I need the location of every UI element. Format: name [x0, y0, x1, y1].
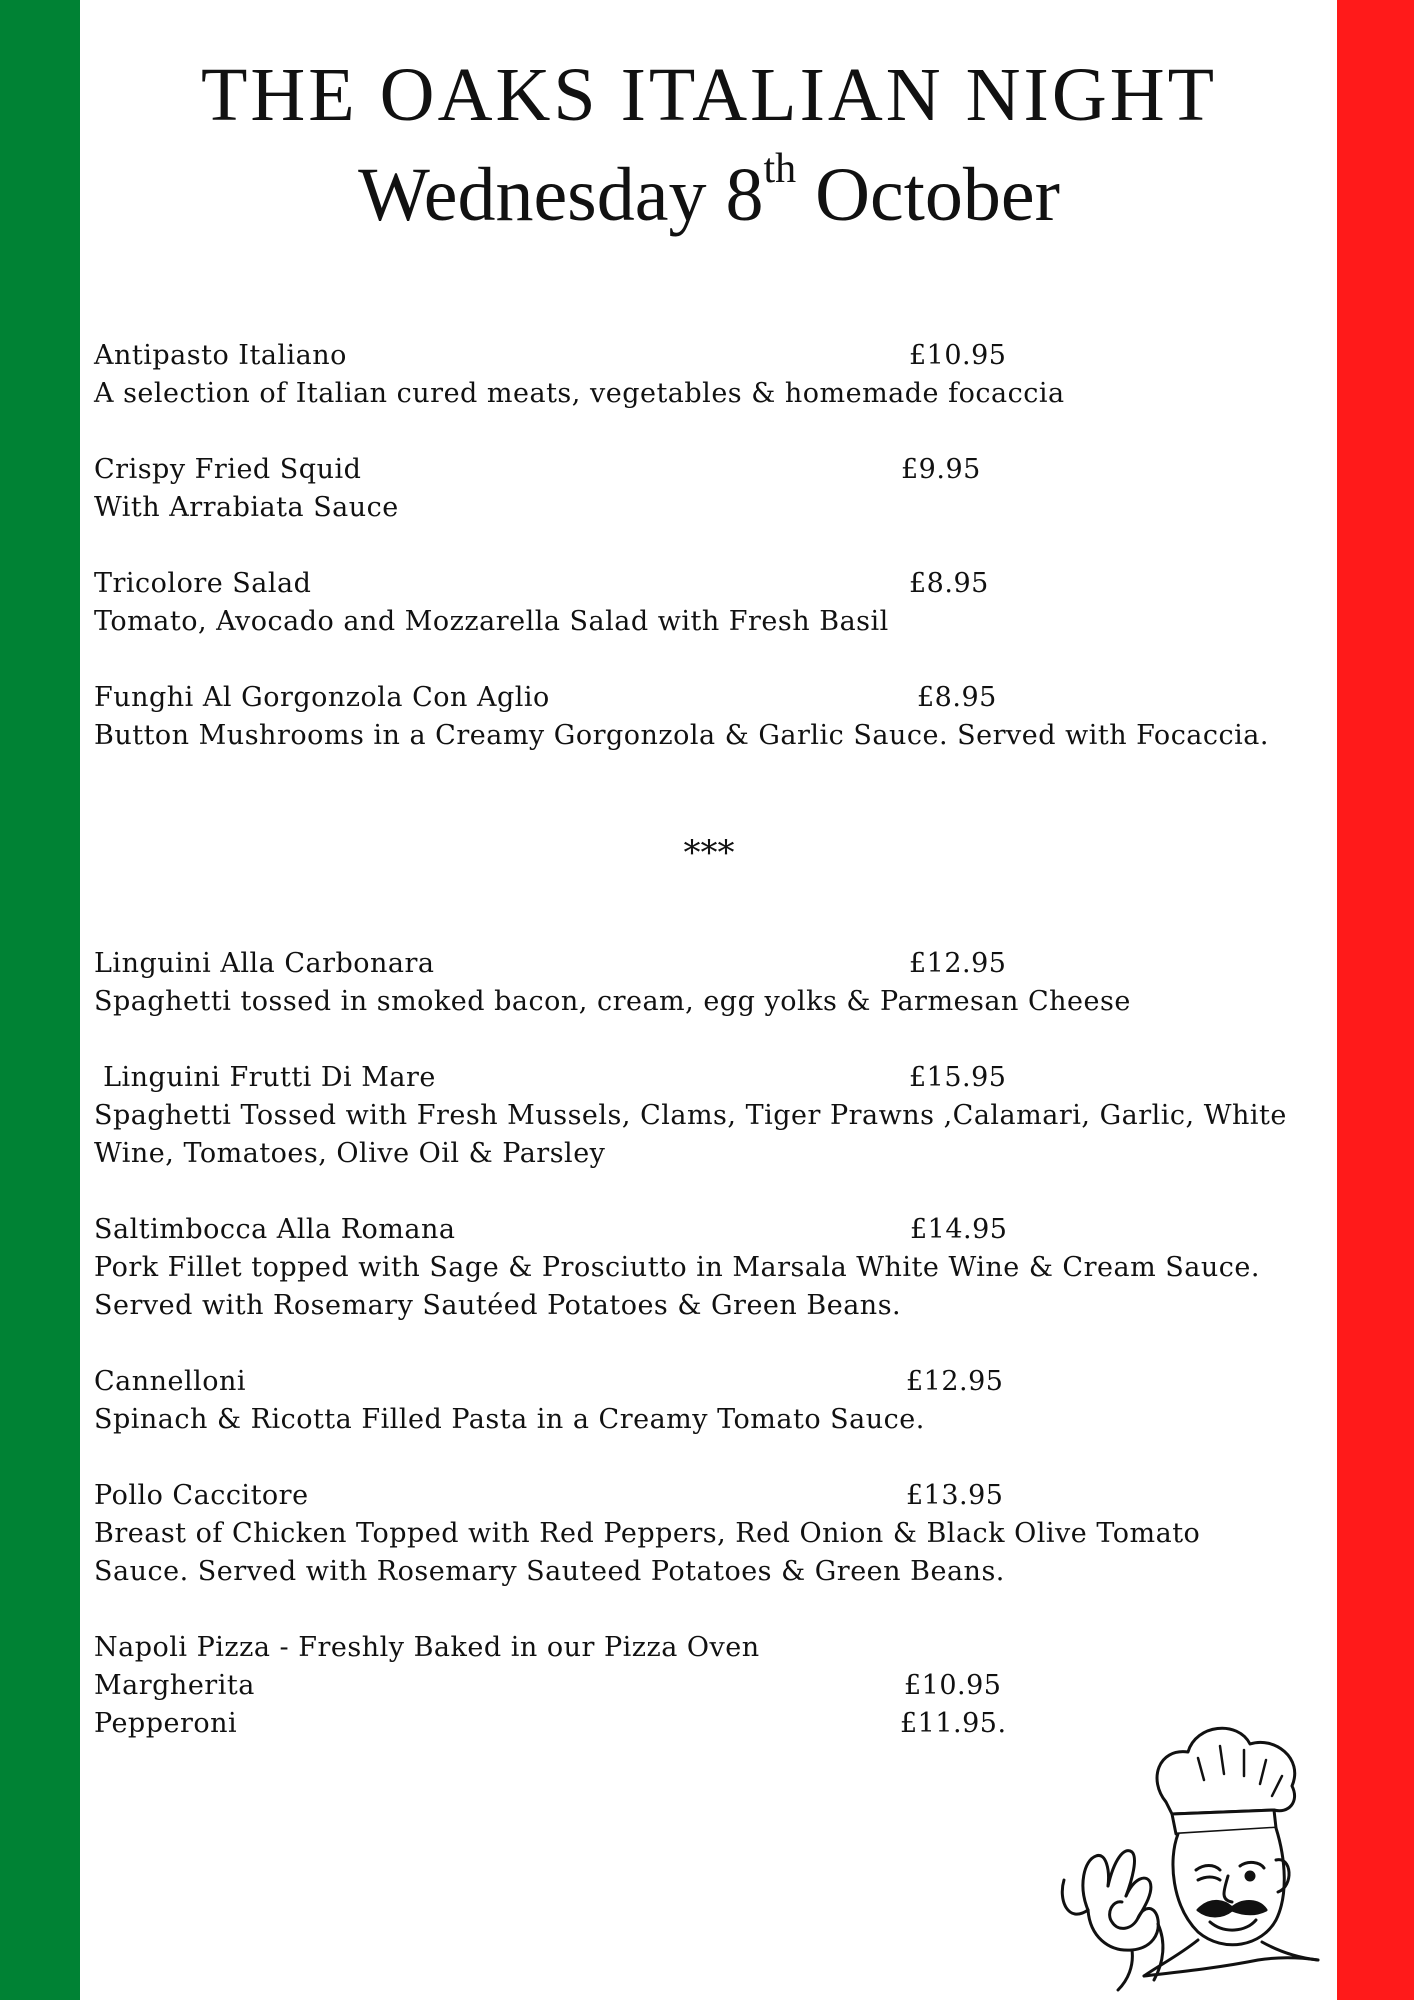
dish-description: Tomato, Avocado and Mozzarella Salad with Fresh Basil	[94, 606, 889, 637]
pizza-price: £10.95	[904, 1670, 1002, 1701]
dish-description: A selection of Italian cured meats, vegetables & homemade focaccia	[94, 378, 1065, 409]
menu-date	[94, 146, 1324, 239]
dish-name: Funghi Al Gorgonzola Con Aglio	[94, 682, 550, 713]
dish-description: Sauce. Served with Rosemary Sauteed Potatoes & Green Beans.	[94, 1556, 1005, 1587]
dish-name: Tricolore Salad	[94, 568, 312, 599]
dish-name: Crispy Fried Squid	[94, 454, 362, 485]
dish-name: Linguini Frutti Di Mare	[94, 1062, 436, 1093]
green-flag-stripe	[0, 0, 80, 2000]
dish-price: £12.95	[906, 1366, 1004, 1397]
course-separator: ***	[683, 833, 735, 873]
dish-name: Linguini Alla Carbonara	[94, 948, 435, 979]
pizza-name: Pepperoni	[94, 1708, 238, 1739]
dish-description: Served with Rosemary Sautéed Potatoes & Green Beans.	[94, 1290, 902, 1321]
dish-description: Button Mushrooms in a Creamy Gorgonzola & Garlic Sauce. Served with Focaccia.	[94, 720, 1269, 751]
menu-page	[94, 0, 1324, 2000]
dish-price: £13.95	[906, 1480, 1004, 1511]
dish-price: £9.95	[901, 454, 981, 485]
chef-icon	[1048, 1710, 1328, 1992]
dish-description: Pork Fillet topped with Sage & Prosciutto in Marsala White Wine & Cream Sauce.	[94, 1252, 1260, 1283]
pizza-heading: Napoli Pizza - Freshly Baked in our Pizza Oven	[94, 1632, 760, 1663]
menu-title: THE OAKS ITALIAN NIGHT	[200, 53, 1218, 137]
date-month: October	[796, 153, 1060, 237]
pizza-name: Margherita	[94, 1670, 255, 1701]
dish-price: £10.95	[909, 340, 1007, 371]
dish-description: Spaghetti Tossed with Fresh Mussels, Clams, Tiger Prawns ,Calamari, Garlic, White	[94, 1100, 1287, 1131]
dish-price: £12.95	[909, 948, 1007, 979]
dish-price: £8.95	[917, 682, 997, 713]
date-ordinal: th	[763, 146, 797, 192]
dish-description: Spinach & Ricotta Filled Pasta in a Creamy Tomato Sauce.	[94, 1404, 925, 1435]
dish-name: Pollo Caccitore	[94, 1480, 309, 1511]
dish-description: With Arrabiata Sauce	[94, 492, 399, 523]
dish-price: £15.95	[909, 1062, 1007, 1093]
date-main: Wednesday 8	[358, 153, 764, 237]
dish-description: Breast of Chicken Topped with Red Peppers, Red Onion & Black Olive Tomato	[94, 1518, 1201, 1549]
dish-description: Spaghetti tossed in smoked bacon, cream, egg yolks & Parmesan Cheese	[94, 986, 1131, 1017]
dish-price: £14.95	[910, 1214, 1008, 1245]
dish-name: Antipasto Italiano	[94, 340, 347, 371]
red-flag-stripe	[1337, 0, 1414, 2000]
dish-name: Cannelloni	[94, 1366, 247, 1397]
dish-description: Wine, Tomatoes, Olive Oil & Parsley	[94, 1138, 606, 1169]
pizza-price: £11.95.	[900, 1708, 1007, 1739]
dish-price: £8.95	[909, 568, 989, 599]
dish-name: Saltimbocca Alla Romana	[94, 1214, 456, 1245]
